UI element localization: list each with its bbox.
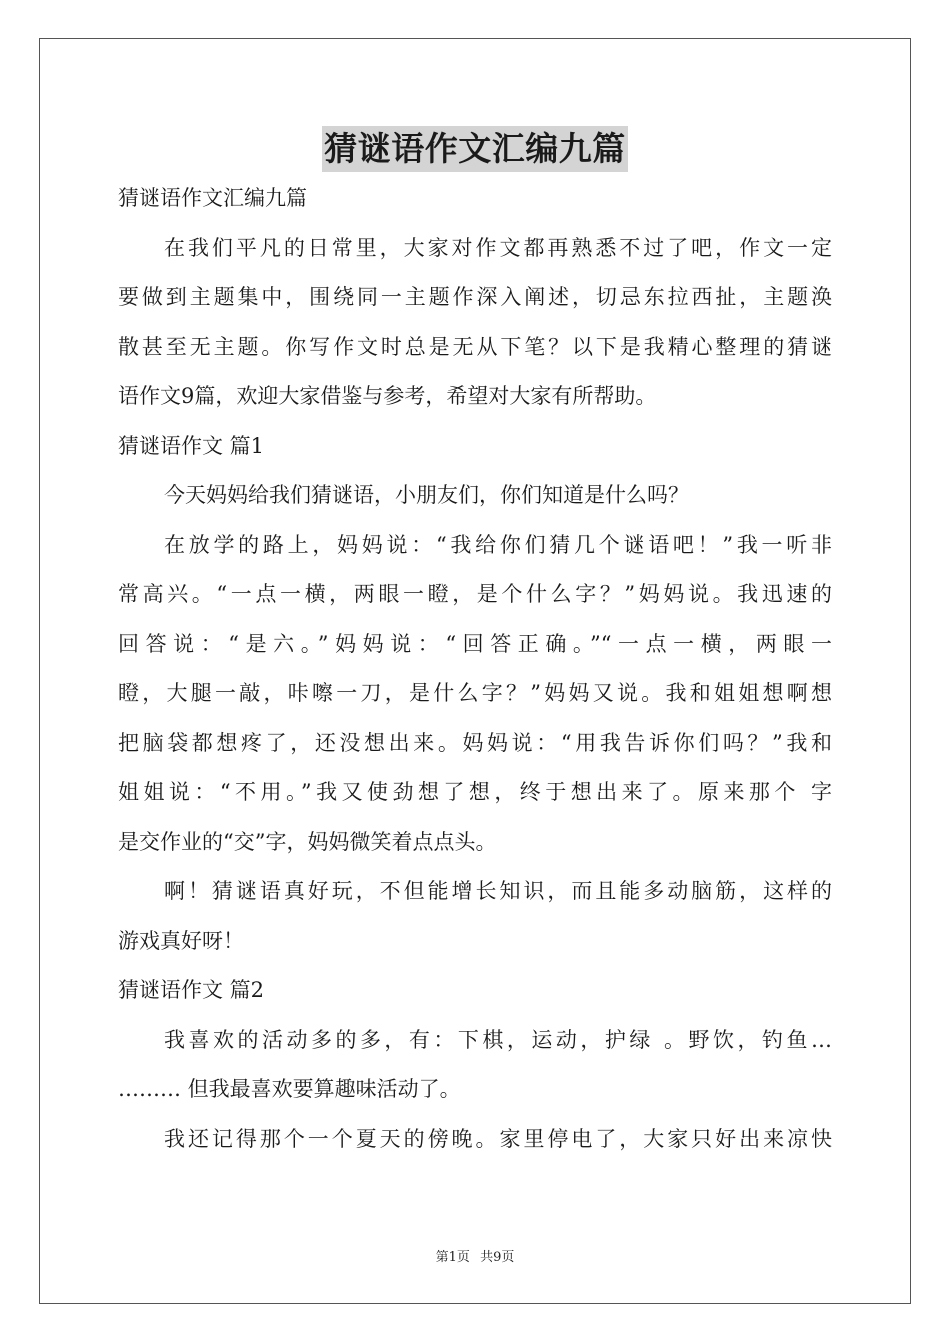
text-line: 在我们平凡的日常里，大家对作文都再熟悉不过了吧，作文一定 [164,235,832,260]
text-line: 把脑袋都想疼了，还没想出来。妈妈说：“用我告诉你们吗？”我和 [118,730,832,755]
page-footer [0,1246,950,1265]
text-line: 要做到主题集中，围绕同一主题作深入阐述，切忌东拉西扯，主题涣 [118,285,832,309]
text-line: 语作文9篇，欢迎大家借鉴与参考，希望对大家有所帮助。 [118,384,657,408]
text-line: 瞪，大腿一敲，咔嚓一刀，是什么字？”妈妈又说。我和姐姐想啊想 [118,681,832,705]
text-line: 常高兴。“一点一横，两眼一瞪，是个什么字？”妈妈说。我迅速的 [118,582,832,606]
text-line: 猜谜语作文 篇1 [118,433,265,458]
text-line: 是交作业的“交”字，妈妈微笑着点点头。 [118,829,497,854]
page-total: 共9页 [480,1250,515,1265]
text-line: 我喜欢的活动多的多，有：下棋，运动，护绿 。野饮，钓鱼… [164,1027,832,1052]
text-line: 猜谜语作文汇编九篇 [118,186,307,210]
text-line: 在放学的路上，妈妈说：“我给你们猜几个谜语吧！”我一听非 [164,532,832,557]
text-line: 姐姐说：“不用。”我又使劲想了想，终于想出来了。原来那个 字 [118,780,832,804]
text-line: 散甚至无主题。你写作文时总是无从下笔？以下是我精心整理的猜谜 [118,334,832,359]
text-line: 游戏真好呀！ [118,928,244,953]
text-line: 猜谜语作文 篇2 [118,978,265,1002]
text-line: 回答说：“是六。”妈妈说：“回答正确。”“一点一横，两眼一 [118,631,832,656]
title-container [0,126,950,172]
text-line: ……… 但我最喜欢要算趣味活动了。 [118,1077,461,1101]
text-line: 啊！猜谜语真好玩，不但能增长知识，而且能多动脑筋，这样的 [164,879,832,903]
text-line: 我还记得那个一个夏天的傍晚。家里停电了，大家只好出来凉快 [164,1126,832,1151]
text-line: 今天妈妈给我们猜谜语，小朋友们，你们知道是什么吗？ [164,483,689,507]
page-number: 第1页 [435,1250,470,1265]
document-body [118,174,832,1164]
document-title: 猜谜语作文汇编九篇 [322,126,628,172]
